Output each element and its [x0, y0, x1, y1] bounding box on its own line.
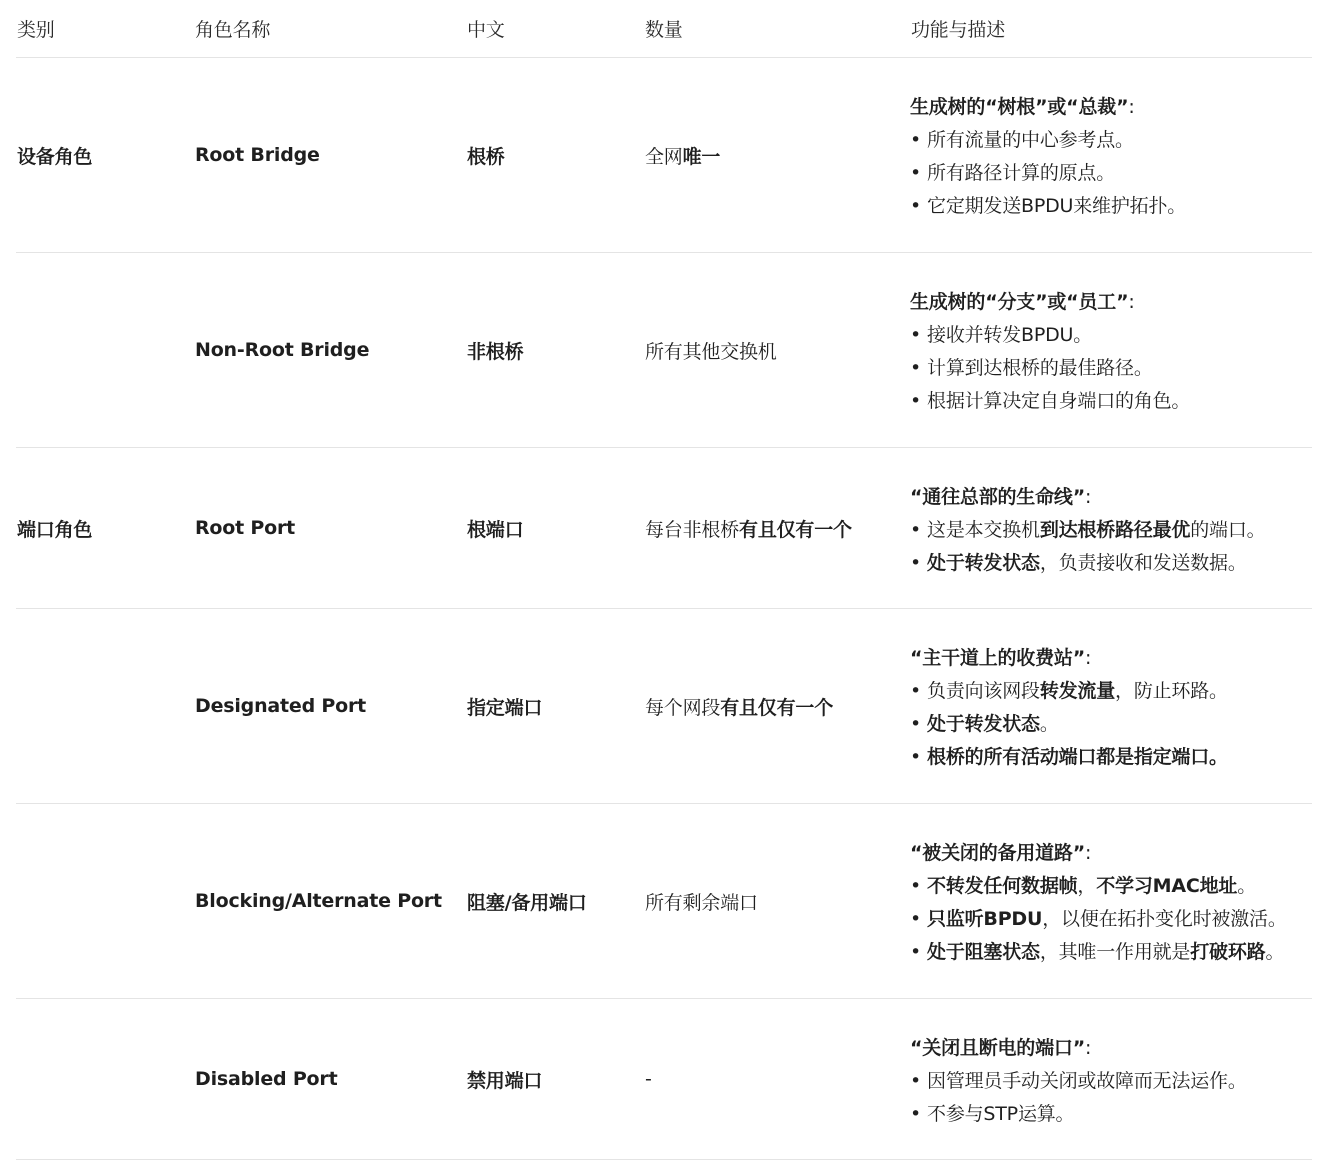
description-item — [910, 903, 1312, 936]
description-item — [910, 936, 1312, 969]
description-title-colon: : — [1128, 291, 1135, 313]
count-segment: 唯一 — [682, 145, 721, 168]
table-row — [16, 609, 1312, 804]
count-segment: 所有其他交换机 — [645, 340, 777, 363]
description-item — [910, 514, 1312, 547]
description-title — [910, 481, 1312, 514]
description-item — [910, 870, 1312, 903]
chinese-name-cell: 禁用端口 — [466, 999, 644, 1160]
description-title — [910, 91, 1312, 124]
count-cell — [644, 609, 910, 804]
description-list — [910, 124, 1312, 223]
description-title-colon: : — [1084, 1036, 1092, 1059]
chinese-name-cell: 阻塞/备用端口 — [466, 804, 644, 999]
description-title-text: “通往总部的生命线” — [910, 485, 1085, 508]
category-cell: 端口角色 — [16, 448, 194, 609]
description-segment: 这是本交换机 — [927, 518, 1040, 541]
description-title-colon: : — [1128, 96, 1135, 118]
description-segment: 计算到达根桥的最佳路径。 — [927, 357, 1153, 379]
role-name-cell: Root Port — [194, 448, 466, 609]
chinese-name-cell: 根端口 — [466, 448, 644, 609]
role-name-cell: Designated Port — [194, 609, 466, 804]
table-header-row — [16, 0, 1312, 58]
description-title — [910, 642, 1312, 675]
description-segment: 负责向该网段 — [927, 680, 1040, 702]
description-segment: 处于转发状态 — [927, 551, 1040, 574]
stp-roles-table — [16, 0, 1312, 1160]
count-cell — [644, 58, 910, 253]
description-cell — [910, 804, 1312, 999]
description-segment: 它定期发送BPDU来维护拓扑。 — [927, 195, 1187, 217]
description-segment: 所有路径计算的原点。 — [927, 162, 1116, 184]
description-segment: 转发流量 — [1039, 680, 1116, 702]
description-segment: ， — [1077, 875, 1097, 897]
description-item — [910, 708, 1312, 741]
description-segment: 所有流量的中心参考点。 — [927, 129, 1134, 151]
description-segment: 的端口。 — [1190, 518, 1266, 541]
table-row — [16, 448, 1312, 609]
description-list — [910, 675, 1312, 774]
description-title-colon: : — [1084, 485, 1092, 508]
header-category: 类别 — [16, 0, 194, 58]
description-segment: 不学习MAC地址 — [1096, 875, 1238, 897]
header-role: 角色名称 — [194, 0, 466, 58]
description-title — [910, 837, 1312, 870]
role-name-cell: Non-Root Bridge — [194, 253, 466, 448]
role-name-cell: Root Bridge — [194, 58, 466, 253]
count-segment: - — [645, 1068, 652, 1090]
description-cell — [910, 448, 1312, 609]
description-segment: 。 — [1039, 713, 1059, 735]
description-cell — [910, 999, 1312, 1160]
description-title-text: “关闭且断电的端口” — [910, 1036, 1085, 1059]
role-name-cell: Disabled Port — [194, 999, 466, 1160]
description-segment: 到达根桥路径最优 — [1039, 518, 1191, 541]
header-chinese: 中文 — [466, 0, 644, 58]
description-title-text: “被关闭的备用道路” — [910, 842, 1085, 864]
description-segment: 不转发任何数据帧 — [927, 875, 1078, 897]
description-segment: 。 — [1237, 875, 1257, 897]
description-segment: 处于转发状态 — [927, 713, 1040, 735]
chinese-name-cell: 根桥 — [466, 58, 644, 253]
description-segment: 。 — [1265, 941, 1285, 963]
description-cell — [910, 58, 1312, 253]
description-title-colon: : — [1084, 647, 1092, 669]
count-segment: 所有剩余端口 — [645, 891, 758, 914]
count-cell — [644, 804, 910, 999]
table-row — [16, 253, 1312, 448]
category-cell — [16, 804, 194, 999]
table-row — [16, 999, 1312, 1160]
description-segment: 打破环路 — [1190, 941, 1266, 963]
description-list — [910, 319, 1312, 418]
table-row — [16, 58, 1312, 253]
description-segment: ，负责接收和发送数据。 — [1039, 551, 1247, 574]
description-segment: ，防止环路。 — [1115, 680, 1228, 702]
header-description: 功能与描述 — [910, 0, 1312, 58]
description-segment: ，其唯一作用就是 — [1039, 941, 1191, 963]
role-name-cell: Blocking/Alternate Port — [194, 804, 466, 999]
chinese-name-cell: 非根桥 — [466, 253, 644, 448]
description-item — [910, 547, 1312, 580]
category-cell: 设备角色 — [16, 58, 194, 253]
description-item — [910, 741, 1312, 774]
count-segment: 有且仅有一个 — [720, 696, 834, 719]
description-cell — [910, 609, 1312, 804]
chinese-name-cell: 指定端口 — [466, 609, 644, 804]
description-item — [910, 124, 1312, 157]
category-cell — [16, 253, 194, 448]
description-title-text: 生成树的“树根”或“总裁” — [910, 96, 1129, 118]
description-item — [910, 157, 1312, 190]
count-segment: 有且仅有一个 — [739, 518, 852, 541]
count-cell — [644, 253, 910, 448]
description-list — [910, 1065, 1312, 1131]
category-cell — [16, 609, 194, 804]
count-segment: 每个网段 — [645, 696, 721, 719]
description-title-text: 生成树的“分支”或“员工” — [910, 291, 1129, 313]
count-segment: 每台非根桥 — [645, 518, 740, 541]
description-item — [910, 385, 1312, 418]
description-item — [910, 319, 1312, 352]
description-segment: 只监听BPDU — [927, 908, 1043, 930]
description-cell — [910, 253, 1312, 448]
description-title-text: “主干道上的收费站” — [910, 647, 1085, 669]
count-cell — [644, 999, 910, 1160]
count-segment: 全网 — [645, 145, 683, 168]
description-item — [910, 352, 1312, 385]
description-item — [910, 675, 1312, 708]
description-title — [910, 1032, 1312, 1065]
description-segment: 根据计算决定自身端口的角色。 — [927, 390, 1191, 412]
description-list — [910, 870, 1312, 969]
description-item — [910, 190, 1312, 223]
description-list — [910, 514, 1312, 580]
description-segment: 根桥的所有活动端口都是指定端口。 — [927, 746, 1228, 768]
count-cell — [644, 448, 910, 609]
description-segment: 处于阻塞状态 — [927, 941, 1040, 963]
description-segment: ，以便在拓扑变化时被激活。 — [1042, 908, 1287, 930]
description-segment: 不参与STP运算。 — [927, 1102, 1075, 1125]
description-item — [910, 1065, 1312, 1098]
description-item — [910, 1098, 1312, 1131]
description-title — [910, 286, 1312, 319]
description-segment: 因管理员手动关闭或故障而无法运作。 — [927, 1069, 1247, 1092]
header-count: 数量 — [644, 0, 910, 58]
description-segment: 接收并转发BPDU。 — [927, 324, 1093, 346]
table-row — [16, 804, 1312, 999]
description-title-colon: : — [1084, 842, 1092, 864]
category-cell — [16, 999, 194, 1160]
